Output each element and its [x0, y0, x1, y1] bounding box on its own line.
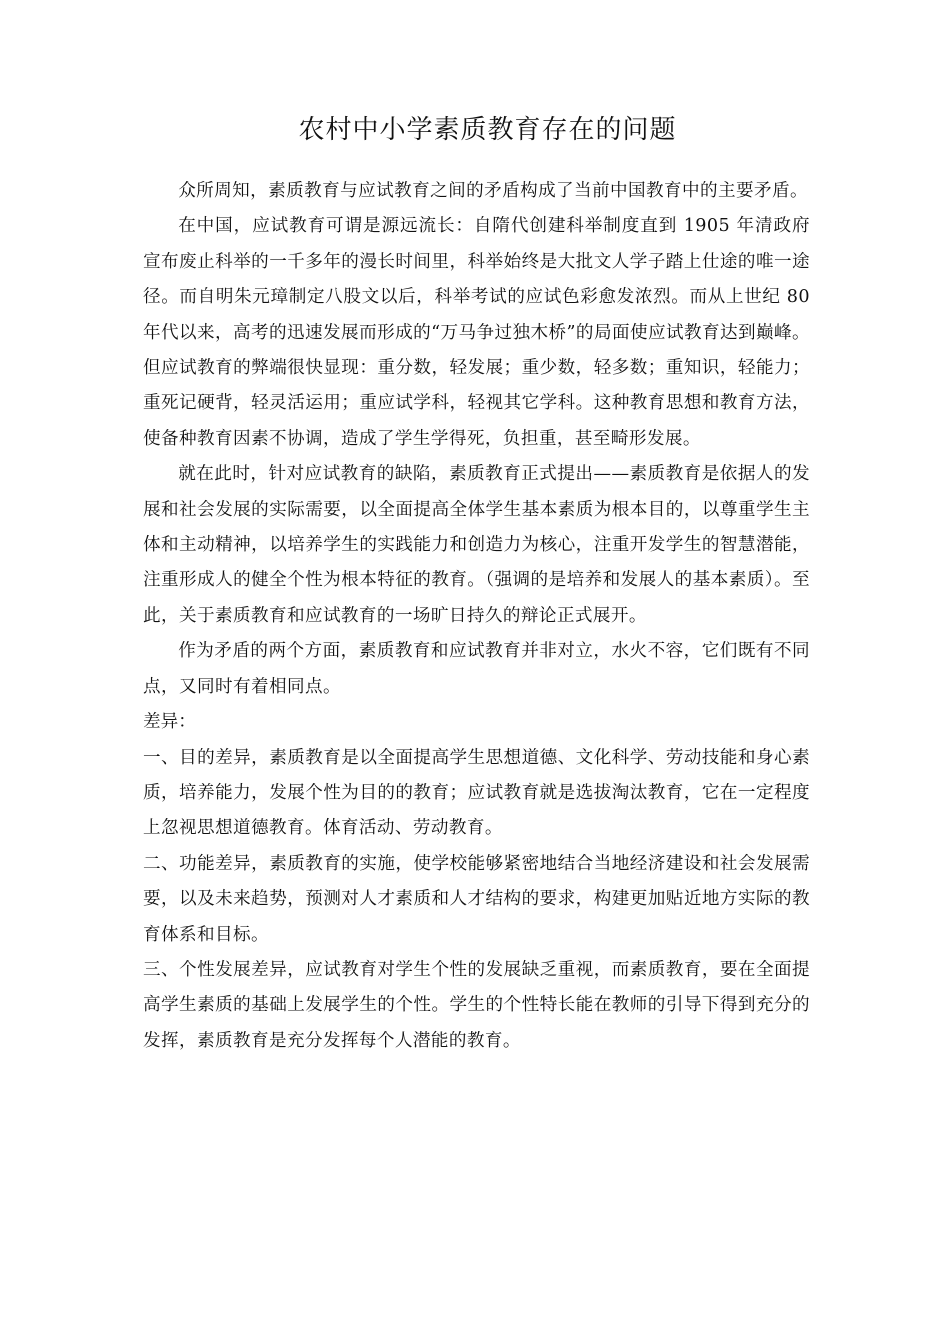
difference-point-individuality: 三、个性发展差异，应试教育对学生个性的发展缺乏重视，而素质教育，要在全面提高学生素质的基础上发展学生的个性。学生的个性特长能在教师的引导下得到充分的发挥，素质教育是充分发挥每个人潜能的教育。 [143, 959, 810, 1051]
document-title: 农村中小学素质教育存在的问题 [298, 115, 677, 145]
difference-point-function: 二、功能差异，素质教育的实施，使学校能够紧密地结合当地经济建设和社会发展需要，以及未来趋势，预测对人才素质和人才结构的要求，构建更加贴近地方实际的教育体系和目标。 [143, 853, 810, 945]
history-paragraph: 在中国，应试教育可谓是源远流长：自隋代创建科举制度直到 1905 年清政府宣布废止科举的一千多年的漫长时间里，科举始终是大批文人学子踏上仕途的唯一途径。而自明朱元璋制定八股文以后，科举考试的应试色彩愈发浓烈。而从上世纪 80 年代以来，高考的迅速发展而形成的“万马争过独木桥”的局面使应试教育达到巅峰。但应试教育的弊端很快显现：重分数，轻发展；重少数，轻多数；重知识，轻能力；重死记硬背，轻灵活运用；重应试学科，轻视其它学科。这种教育思想和教育方法，使备种教育因素不协调，造成了学生学得死，负担重，甚至畸形发展。 [143, 216, 810, 449]
intro-paragraph: 众所周知，素质教育与应试教育之间的矛盾构成了当前中国教育中的主要矛盾。 [178, 181, 808, 201]
relation-paragraph: 作为矛盾的两个方面，素质教育和应试教育并非对立，水火不容，它们既有不同点，又同时有着相同点。 [143, 641, 810, 697]
differences-heading: 差异： [143, 712, 196, 733]
definition-paragraph: 就在此时，针对应试教育的缺陷，素质教育正式提出——素质教育是依据人的发展和社会发展的实际需要，以全面提高全体学生基本素质为根本目的，以尊重学生主体和主动精神，以培养学生的实践能力和创造力为核心，注重开发学生的智慧潜能，注重形成人的健全个性为根本特征的教育。（强调的是培养和发展人的基本素质）。至此，关于素质教育和应试教育的一场旷日持久的辩论正式展开。 [143, 464, 810, 626]
difference-point-purpose: 一、目的差异，素质教育是以全面提高学生思想道德、文化科学、劳动技能和身心素质，培养能力，发展个性为目的的教育；应试教育就是选拔淘汰教育，它在一定程度上忽视思想道德教育。体育活动、劳动教育。 [143, 747, 810, 839]
